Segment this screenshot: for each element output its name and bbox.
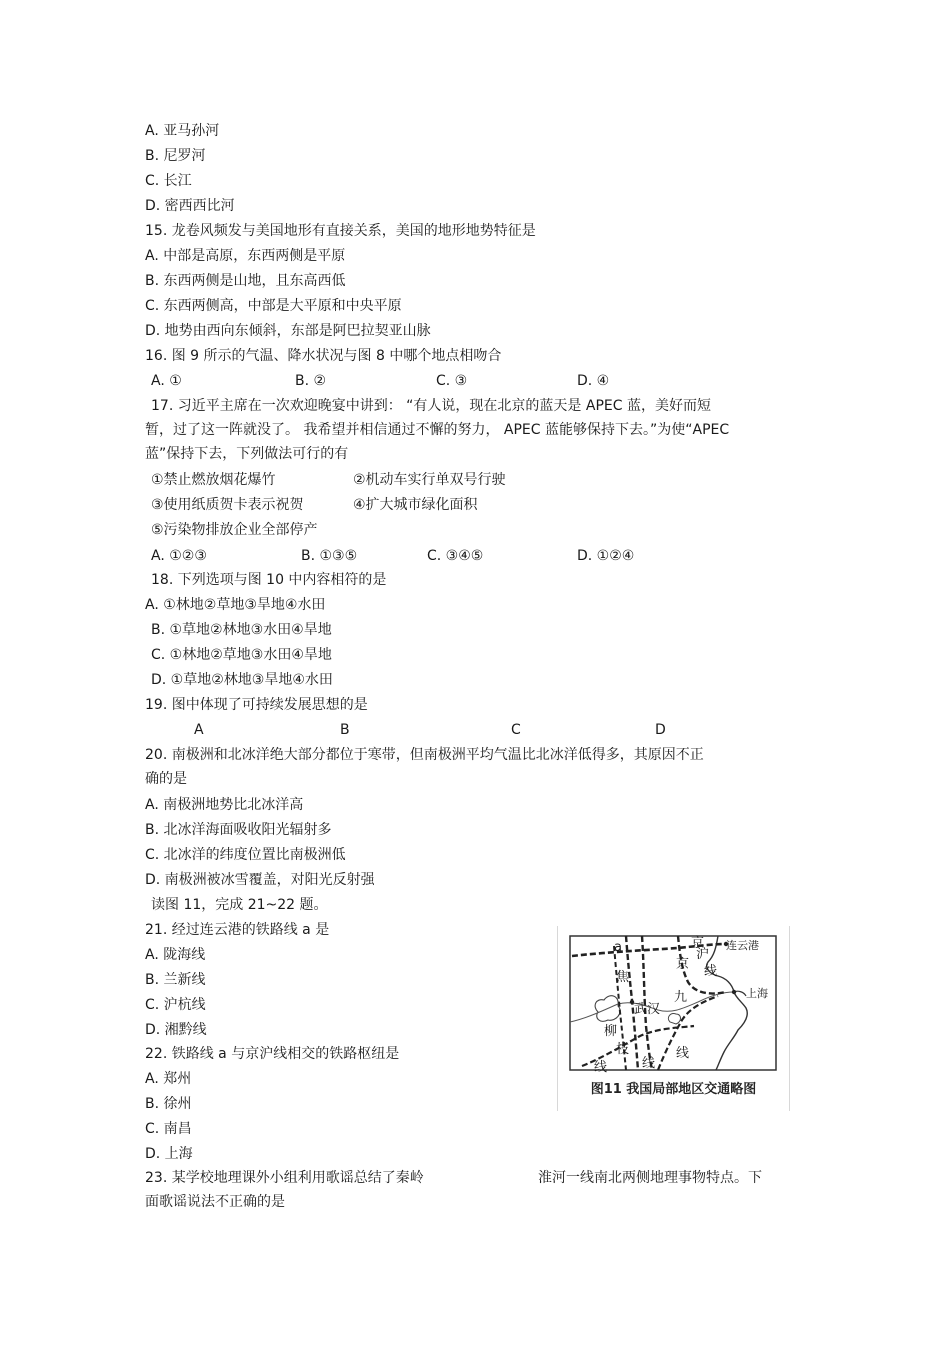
- q20-option-c: C. 北冰洋的纬度位置比南极洲低: [145, 847, 346, 863]
- q23-line-2: 面歌谣说法不正确的是: [145, 1194, 285, 1210]
- q17-item-4: ④扩大城市绿化面积: [353, 497, 478, 513]
- q18-option-c: C. ①林地②草地③水田④旱地: [151, 647, 332, 663]
- read-note: 读图 11，完成 21~22 题。: [151, 897, 328, 913]
- q21-option-a: A. 陇海线: [145, 947, 206, 963]
- q18-option-d: D. ①草地②林地③旱地④水田: [151, 672, 333, 688]
- q17-option-d: D. ①②④: [577, 548, 635, 564]
- q20-option-d: D. 南极洲被冰雪覆盖，对阳光反射强: [145, 872, 375, 888]
- map-label-jiao: 焦: [616, 970, 630, 985]
- map-label-jing-1: 京: [691, 936, 705, 951]
- q16-option-b: B. ②: [295, 373, 327, 389]
- q14-option-b: B. 尼罗河: [145, 148, 206, 164]
- q20-line-1: 20. 南极洲和北冰洋绝大部分都位于寒带，但南极洲平均气温比北冰洋低得多，其原因不正: [145, 747, 704, 763]
- q21-option-c: C. 沪杭线: [145, 997, 206, 1013]
- q20-option-b: B. 北冰洋海面吸收阳光辐射多: [145, 822, 332, 838]
- map-label-jing-2: 京: [676, 957, 690, 972]
- map-label-xian: 线: [704, 964, 718, 979]
- q16-option-d: D. ④: [577, 373, 610, 389]
- q14-option-a: A. 亚马孙河: [145, 123, 220, 139]
- q22-option-c: C. 南昌: [145, 1121, 192, 1137]
- q15-option-d: D. 地势由西向东倾斜，东部是阿巴拉契亚山脉: [145, 323, 431, 339]
- q17-option-a: A. ①②③: [151, 548, 207, 564]
- q14-option-d: D. 密西西比河: [145, 198, 235, 214]
- map-coastline: [707, 936, 748, 1070]
- q22-option-b: B. 徐州: [145, 1096, 192, 1112]
- q19-label-c: C: [511, 722, 521, 738]
- q17-option-b: B. ①③⑤: [301, 548, 358, 564]
- q17-line-1: 17. 习近平主席在一次欢迎晚宴中讲到： “有人说，现在北京的蓝天是 APEC 蓝，美好而短: [151, 398, 711, 414]
- q19-stem: 19. 图中体现了可持续发展思想的是: [145, 697, 368, 713]
- q18-option-b: B. ①草地②林地③水田④旱地: [151, 622, 332, 638]
- map-label-wuhan: 武汉: [634, 1002, 661, 1017]
- q22-stem: 22. 铁路线 a 与京沪线相交的铁路枢纽是: [145, 1046, 400, 1062]
- q19-label-b: B: [340, 722, 350, 738]
- map-label-a: a: [614, 940, 622, 955]
- map-label-xian-3: 线: [642, 1056, 656, 1071]
- q15-option-b: B. 东西两侧是山地，且东高西低: [145, 273, 346, 289]
- q18-stem: 18. 下列选项与图 10 中内容相符的是: [151, 572, 387, 588]
- map-label-jiu: 九: [674, 990, 688, 1005]
- q23-line-1b: 淮河一线南北两侧地理事物特点。下: [538, 1170, 762, 1186]
- map-label-liu: 柳: [604, 1024, 618, 1039]
- map-label-xian-4: 线: [676, 1046, 690, 1061]
- q16-stem: 16. 图 9 所示的气温、降水状况与图 8 中哪个地点相吻合: [145, 348, 502, 364]
- q17-line-2: 暂，过了这一阵就没了。 我希望并相信通过不懈的努力， APEC 蓝能够保持下去。”为使“APEC: [145, 422, 730, 438]
- map-label-hu: 沪: [696, 947, 710, 962]
- q21-stem: 21. 经过连云港的铁路线 a 是: [145, 922, 330, 938]
- map-city-shanghai: [732, 990, 736, 994]
- q15-option-c: C. 东西两侧高，中部是大平原和中央平原: [145, 298, 402, 314]
- q19-label-a: A: [194, 722, 204, 738]
- map-label-shanghai: 上海: [746, 987, 768, 1000]
- map-label-zhi: 枝: [616, 1042, 630, 1057]
- q19-label-d: D: [655, 722, 666, 738]
- q23-line-1a: 23. 某学校地理课外小组利用歌谣总结了秦岭: [145, 1170, 424, 1186]
- q17-item-3: ③使用纸质贺卡表示祝贺: [151, 497, 304, 513]
- q15-stem: 15. 龙卷风频发与美国地形有直接关系，美国的地形地势特征是: [145, 223, 536, 239]
- q20-option-a: A. 南极洲地势比北冰洋高: [145, 797, 304, 813]
- map-label-lianyungang: 连云港: [726, 939, 759, 952]
- map-lake-small: [668, 1014, 680, 1024]
- q22-option-a: A. 郑州: [145, 1071, 192, 1087]
- q22-option-d: D. 上海: [145, 1146, 193, 1162]
- map-caption: 图11 我国局部地区交通略图: [590, 1082, 757, 1097]
- q17-option-c: C. ③④⑤: [427, 548, 484, 564]
- q16-option-c: C. ③: [436, 373, 468, 389]
- q17-item-5: ⑤污染物排放企业全部停产: [151, 522, 318, 538]
- q14-option-c: C. 长江: [145, 173, 192, 189]
- map-label-xian-2: 线: [594, 1060, 608, 1075]
- q17-item-1: ①禁止燃放烟花爆竹: [151, 472, 276, 488]
- q18-option-a: A. ①林地②草地③旱地④水田: [145, 597, 326, 613]
- q21-option-b: B. 兰新线: [145, 972, 206, 988]
- q20-line-2: 确的是: [145, 771, 187, 787]
- figure-11-map: [557, 926, 790, 1111]
- q16-option-a: A. ①: [151, 373, 182, 389]
- q17-line-3: 蓝”保持下去，下列做法可行的有: [145, 446, 349, 462]
- q17-item-2: ②机动车实行单双号行驶: [353, 472, 506, 488]
- q21-option-d: D. 湘黔线: [145, 1022, 207, 1038]
- q15-option-a: A. 中部是高原，东西两侧是平原: [145, 248, 346, 264]
